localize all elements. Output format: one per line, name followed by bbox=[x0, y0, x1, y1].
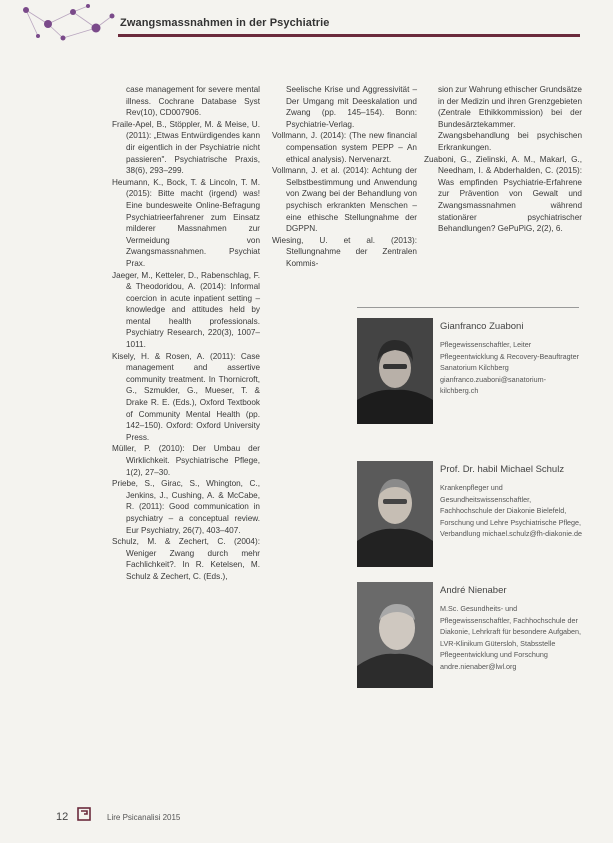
reference-entry: Priebe, S., Giraс, S., Whington, C., Jenkins, J., Cushing, A. & McCabe, R. (2011): Good communication in psychiatry – a conceptual review. Eur Psychiatry, 26(7), 403–407. bbox=[112, 479, 260, 535]
reference-entry: sion zur Wahrung ethischer Grundsätze in der Medizin und ihren Grenzgebieten (Zentrale Ethikkommission) bei der Bundesärztekammer. Zwangsbehandlung bei psychischen Erkrankungen. bbox=[438, 85, 582, 152]
author-description: M.Sc. Gesundheits- und Pflegewissenschaftler, Fachhochschule der Diakonie, Lehrkraft für besondere Aufgaben, LVR-Klinikum Gütersloh, Stabsstelle Pflegeentwicklung und Forschung andre.nienaber@lwl.org bbox=[440, 604, 582, 671]
reference-entry: Zuaboni, G., Zielinski, A. M., Makarl, G., Needham, I. & Abderhalden, C. (2015): Was empfinden Psychiatrie-Erfahrene zur Prävention von Gewalt und Zwangsmassnahmen während stationärer psychiatrischer Behandlungen? GePuPiG, 2(2), 6. bbox=[424, 154, 582, 234]
reference-entry: Jaeger, M., Ketteler, D., Rabenschlag, F. & Theodoridou, A. (2014): Informal coercion in acute inpatient setting – knowledge and attitudes held by mental health professionals. Psychiatry Research, 220(3), 1007–1011. bbox=[112, 270, 260, 350]
reference-entry: Kisely, H. & Rosen, A. (2011): Case management and assertive community treatment. In Thornicroft, G., Szmukler, G., Mueser, T. & Drake R. E. (Eds.), Oxford Textbook of Community Mental Health (pp. 142–150). Oxford: Oxford University Press. bbox=[112, 351, 260, 442]
reference-entry: Vollmann, J. et al. (2014): Achtung der Selbstbestimmung und Anwendung von Zwang bei der Behandlung von psychisch erkrankten Menschen – eine ethische Stellungnahme der DGPPN. bbox=[272, 166, 417, 234]
reference-entry: Wiesing, U. et al. (2013): Stellungnahme der Zentralen Kommis- bbox=[272, 235, 417, 268]
references-column-3 bbox=[424, 84, 582, 235]
header-rule bbox=[118, 34, 580, 37]
references-column-2 bbox=[272, 84, 417, 270]
reference-entry: Seelische Krise und Aggressivität – Der Umgang mit Deeskalation und Zwang (pp. 145–154). Bonn: Psychiatrie-Verlag. bbox=[286, 85, 417, 129]
author-card bbox=[357, 461, 582, 571]
reference-entry: case management for severe mental illness. Cochrane Database Syst Rev(10), CD007906. bbox=[126, 85, 260, 118]
references-column-1 bbox=[112, 84, 260, 583]
author-description: Pflegewissenschaftler, Leiter Pflegeentwicklung & Recovery-Beauftragter Sanatorium Kilchberg gianfranco.zuaboni@sanatorium-kilchberg.ch bbox=[440, 340, 580, 395]
reference-entry: Schulz, M. & Zechert, C. (2004): Weniger Zwang durch mehr Fachlichkeit?. In R. Ketelsen, M. Schulz & Zechert, C. (Eds.), bbox=[112, 537, 260, 581]
reference-entry: Müller, P. (2010): Der Umbau der Wirklichkeit. Psychiatrische Pflege, 1(2), 27–30. bbox=[112, 444, 260, 477]
author-photo bbox=[357, 582, 433, 688]
reference-entry: Vollmann, J. (2014): (The new financial compensation system PEPP – An ethical analysis). Nervenarzt. bbox=[272, 131, 417, 164]
author-photo bbox=[357, 318, 433, 424]
reference-entry: Heumann, K., Bock, T. & Lincoln, T. M. (2015): Bitte macht (irgend) was! Eine bundesweite Online-Befragung Psychiatrieerfahrener zum Einsatz milderer Massnahmen zur Vermeidung von Zwangsmassnahmen. Psychiat Prax. bbox=[112, 177, 260, 268]
author-card bbox=[357, 318, 582, 428]
reference-entry: Fraile-Apel, B., Stöppler, M. & Meise, U. (2011): „Etwas Entwürdigendes kann dir eigentlich in der Psychiatrie nicht passieren". Psychiatrische Praxis, 38(6), 293–299. bbox=[112, 119, 260, 176]
author-name: Gianfranco Zuaboni bbox=[440, 321, 524, 332]
author-name: André Nienaber bbox=[440, 585, 507, 596]
network-logo-icon bbox=[18, 2, 118, 42]
page-number: 12 bbox=[56, 811, 69, 823]
author-photo bbox=[357, 461, 433, 567]
authors-divider bbox=[357, 307, 579, 308]
magazine-logo-icon bbox=[77, 807, 91, 821]
author-description: Krankenpfleger und Gesundheitswissenschaftler, Fachhochschule der Diakonie Bielefeld, Forschung und Lehre Psychiatrische Pflege, Verbandlung michael.schulz@fh-diakonie.de bbox=[440, 483, 582, 538]
author-card bbox=[357, 582, 582, 692]
author-name: Prof. Dr. habil Michael Schulz bbox=[440, 464, 565, 475]
running-header-title: Zwangsmassnahmen in der Psychiatrie bbox=[120, 17, 330, 29]
magazine-name: Lire Psicanalisi 2015 bbox=[107, 813, 181, 822]
